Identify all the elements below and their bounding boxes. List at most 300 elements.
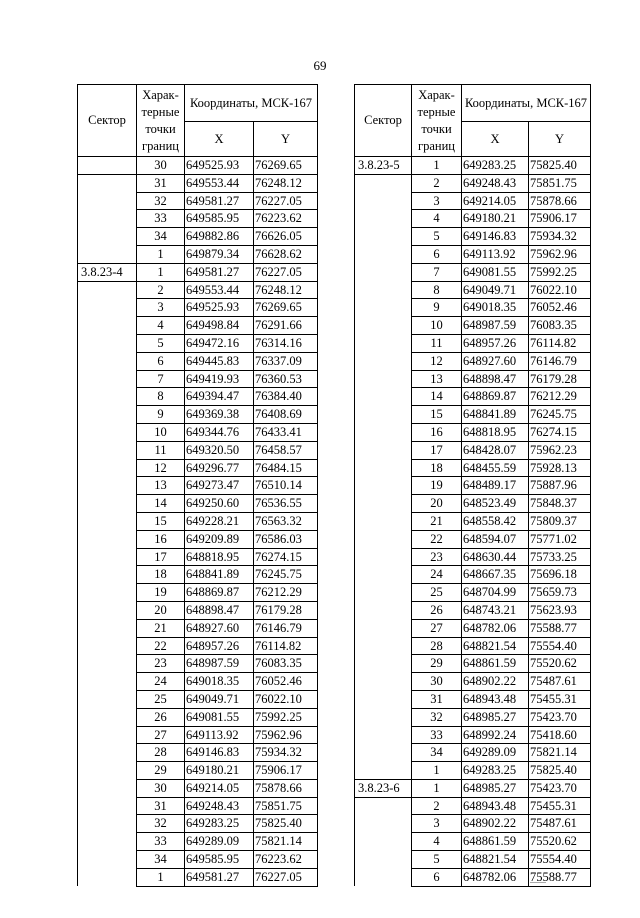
x-coordinate-cell: 649250.60: [185, 495, 254, 513]
table-row: [78, 477, 318, 495]
table-row: [355, 334, 591, 352]
y-coordinate-cell: 76458.57: [254, 441, 318, 459]
header-y: Y: [529, 122, 591, 157]
x-coordinate-cell: 648869.87: [462, 388, 529, 406]
y-coordinate-cell: 75623.93: [529, 601, 591, 619]
x-coordinate-cell: 649498.84: [185, 317, 254, 335]
table-row: [355, 744, 591, 762]
y-coordinate-cell: 75906.17: [529, 210, 591, 228]
sector-cell: [355, 512, 412, 530]
point-number-cell: 11: [412, 334, 462, 352]
table-row: [355, 299, 591, 317]
x-coordinate-cell: 648558.42: [462, 512, 529, 530]
sector-cell: [355, 726, 412, 744]
header-coordinates: Координаты, МСК-167: [462, 85, 591, 122]
x-coordinate-cell: 648455.59: [462, 459, 529, 477]
point-number-cell: 18: [412, 459, 462, 477]
table-row: [355, 584, 591, 602]
point-number-cell: 21: [412, 512, 462, 530]
point-number-cell: 15: [137, 512, 185, 530]
x-coordinate-cell: 649581.27: [185, 868, 254, 886]
x-coordinate-cell: 648943.48: [462, 797, 529, 815]
point-number-cell: 34: [412, 744, 462, 762]
sector-cell: [355, 406, 412, 424]
sector-cell: [78, 210, 137, 228]
sector-cell: [78, 815, 137, 833]
y-coordinate-cell: 75887.96: [529, 477, 591, 495]
point-number-cell: 8: [137, 388, 185, 406]
y-coordinate-cell: 75588.77: [529, 868, 591, 886]
y-coordinate-cell: 76563.32: [254, 512, 318, 530]
table-row: [78, 566, 318, 584]
point-number-cell: 7: [137, 370, 185, 388]
point-number-cell: 27: [137, 726, 185, 744]
table-row: [78, 281, 318, 299]
y-coordinate-cell: 76626.05: [254, 228, 318, 246]
x-coordinate-cell: 649394.47: [185, 388, 254, 406]
sector-cell: [355, 566, 412, 584]
table-row: [78, 779, 318, 797]
x-coordinate-cell: 648667.35: [462, 566, 529, 584]
x-coordinate-cell: 649146.83: [185, 744, 254, 762]
point-number-cell: 2: [137, 281, 185, 299]
table-row: [78, 192, 318, 210]
sector-cell: [355, 673, 412, 691]
point-number-cell: 24: [412, 566, 462, 584]
point-number-cell: 31: [137, 797, 185, 815]
x-coordinate-cell: 648861.59: [462, 833, 529, 851]
sector-cell: [78, 388, 137, 406]
y-coordinate-cell: 75878.66: [254, 779, 318, 797]
x-coordinate-cell: 649049.71: [462, 281, 529, 299]
page-number: 69: [313, 58, 327, 73]
y-coordinate-cell: 75934.32: [254, 744, 318, 762]
point-number-cell: 15: [412, 406, 462, 424]
x-coordinate-cell: 649113.92: [185, 726, 254, 744]
sector-cell: [355, 317, 412, 335]
sector-cell: [355, 174, 412, 192]
table-row: [78, 708, 318, 726]
y-coordinate-cell: 75962.96: [529, 245, 591, 263]
x-coordinate-cell: 649585.95: [185, 210, 254, 228]
scan-mark: [530, 882, 546, 883]
sector-cell: 3.8.23-5: [355, 157, 412, 175]
x-coordinate-cell: 648985.27: [462, 708, 529, 726]
y-coordinate-cell: 75992.25: [529, 263, 591, 281]
table-row: [355, 548, 591, 566]
table-row: [78, 655, 318, 673]
table-row: [355, 317, 591, 335]
sector-cell: 3.8.23-4: [78, 263, 137, 281]
x-coordinate-cell: 649049.71: [185, 690, 254, 708]
y-coordinate-cell: 76360.53: [254, 370, 318, 388]
y-coordinate-cell: 75554.40: [529, 851, 591, 869]
point-number-cell: 24: [137, 673, 185, 691]
table-row: [78, 370, 318, 388]
table-row: [78, 334, 318, 352]
y-coordinate-cell: 76052.46: [529, 299, 591, 317]
sector-cell: [355, 299, 412, 317]
table-row: [78, 352, 318, 370]
table-row: [78, 263, 318, 281]
table-row: [355, 851, 591, 869]
point-number-cell: 10: [137, 423, 185, 441]
header-points: Харак-терные точки границ: [412, 85, 462, 157]
sector-cell: [355, 619, 412, 637]
point-number-cell: 30: [412, 673, 462, 691]
point-number-cell: 19: [412, 477, 462, 495]
table-row: [355, 263, 591, 281]
table-row: [355, 868, 591, 886]
point-number-cell: 12: [412, 352, 462, 370]
x-coordinate-cell: 649320.50: [185, 441, 254, 459]
x-coordinate-cell: 649581.27: [185, 192, 254, 210]
y-coordinate-cell: 76433.41: [254, 423, 318, 441]
sector-cell: [355, 210, 412, 228]
y-coordinate-cell: 76245.75: [529, 406, 591, 424]
x-coordinate-cell: 649553.44: [185, 281, 254, 299]
x-coordinate-cell: 649585.95: [185, 851, 254, 869]
sector-cell: [78, 245, 137, 263]
x-coordinate-cell: 648782.06: [462, 619, 529, 637]
y-coordinate-cell: 75733.25: [529, 548, 591, 566]
x-coordinate-cell: 648523.49: [462, 495, 529, 513]
table-row: [355, 673, 591, 691]
y-coordinate-cell: 76052.46: [254, 673, 318, 691]
x-coordinate-cell: 649018.35: [462, 299, 529, 317]
y-coordinate-cell: 76274.15: [254, 548, 318, 566]
point-number-cell: 13: [412, 370, 462, 388]
sector-cell: [78, 370, 137, 388]
point-number-cell: 9: [137, 406, 185, 424]
y-coordinate-cell: 76586.03: [254, 530, 318, 548]
point-number-cell: 16: [412, 423, 462, 441]
sector-cell: [78, 157, 137, 175]
x-coordinate-cell: 649214.05: [462, 192, 529, 210]
table-row: [355, 726, 591, 744]
table-row: [355, 690, 591, 708]
point-number-cell: 5: [412, 851, 462, 869]
x-coordinate-cell: 648985.27: [462, 779, 529, 797]
x-coordinate-cell: 649419.93: [185, 370, 254, 388]
y-coordinate-cell: 75962.96: [254, 726, 318, 744]
y-coordinate-cell: 75659.73: [529, 584, 591, 602]
sector-cell: [355, 370, 412, 388]
y-coordinate-cell: 75696.18: [529, 566, 591, 584]
x-coordinate-cell: 648841.89: [462, 406, 529, 424]
y-coordinate-cell: 75423.70: [529, 708, 591, 726]
table-row: [78, 851, 318, 869]
sector-cell: [78, 174, 137, 192]
sector-cell: [355, 584, 412, 602]
sector-cell: [355, 334, 412, 352]
x-coordinate-cell: 649081.55: [462, 263, 529, 281]
sector-cell: [355, 352, 412, 370]
point-number-cell: 11: [137, 441, 185, 459]
y-coordinate-cell: 76212.29: [254, 584, 318, 602]
sector-cell: [355, 477, 412, 495]
sector-cell: [355, 601, 412, 619]
x-coordinate-cell: 649879.34: [185, 245, 254, 263]
table-row: [78, 833, 318, 851]
point-number-cell: 27: [412, 619, 462, 637]
table-row: [78, 530, 318, 548]
sector-cell: [78, 637, 137, 655]
sector-cell: [355, 868, 412, 886]
y-coordinate-cell: 75848.37: [529, 495, 591, 513]
x-coordinate-cell: 649882.86: [185, 228, 254, 246]
table-row: [78, 423, 318, 441]
x-coordinate-cell: 648861.59: [462, 655, 529, 673]
sector-cell: [78, 512, 137, 530]
y-coordinate-cell: 76245.75: [254, 566, 318, 584]
point-number-cell: 10: [412, 317, 462, 335]
point-number-cell: 3: [412, 192, 462, 210]
sector-cell: [78, 281, 137, 299]
point-number-cell: 30: [137, 157, 185, 175]
point-number-cell: 32: [137, 815, 185, 833]
x-coordinate-cell: 649228.21: [185, 512, 254, 530]
table-row: [355, 210, 591, 228]
x-coordinate-cell: 648992.24: [462, 726, 529, 744]
point-number-cell: 17: [412, 441, 462, 459]
point-number-cell: 1: [412, 157, 462, 175]
x-coordinate-cell: 648987.59: [185, 655, 254, 673]
table-row: [78, 228, 318, 246]
x-coordinate-cell: 648898.47: [185, 601, 254, 619]
table-row: [355, 370, 591, 388]
sector-cell: [355, 815, 412, 833]
point-number-cell: 31: [137, 174, 185, 192]
sector-cell: [78, 726, 137, 744]
point-number-cell: 6: [412, 245, 462, 263]
table-row: [355, 815, 591, 833]
table-row: [355, 512, 591, 530]
sector-cell: [78, 797, 137, 815]
sector-cell: [355, 281, 412, 299]
y-coordinate-cell: 75455.31: [529, 690, 591, 708]
sector-cell: [78, 673, 137, 691]
table-row: [355, 797, 591, 815]
x-coordinate-cell: 649289.09: [185, 833, 254, 851]
y-coordinate-cell: 76484.15: [254, 459, 318, 477]
table-row: [355, 174, 591, 192]
y-coordinate-cell: 75520.62: [529, 655, 591, 673]
table-row: [355, 708, 591, 726]
y-coordinate-cell: 76274.15: [529, 423, 591, 441]
point-number-cell: 5: [137, 334, 185, 352]
point-number-cell: 9: [412, 299, 462, 317]
table-row: [78, 548, 318, 566]
y-coordinate-cell: 76179.28: [254, 601, 318, 619]
x-coordinate-cell: 649273.47: [185, 477, 254, 495]
point-number-cell: 31: [412, 690, 462, 708]
y-coordinate-cell: 76536.55: [254, 495, 318, 513]
x-coordinate-cell: 648927.60: [185, 619, 254, 637]
y-coordinate-cell: 76269.65: [254, 299, 318, 317]
sector-cell: [78, 566, 137, 584]
x-coordinate-cell: 649180.21: [462, 210, 529, 228]
point-number-cell: 23: [412, 548, 462, 566]
point-number-cell: 14: [412, 388, 462, 406]
point-number-cell: 34: [137, 851, 185, 869]
y-coordinate-cell: 76227.05: [254, 192, 318, 210]
table-row: [355, 655, 591, 673]
point-number-cell: 22: [137, 637, 185, 655]
x-coordinate-cell: 649525.93: [185, 299, 254, 317]
sector-cell: [355, 423, 412, 441]
point-number-cell: 33: [137, 833, 185, 851]
y-coordinate-cell: 75418.60: [529, 726, 591, 744]
table-row: [355, 833, 591, 851]
table-row: [355, 619, 591, 637]
x-coordinate-cell: 648898.47: [462, 370, 529, 388]
y-coordinate-cell: 75825.40: [529, 157, 591, 175]
point-number-cell: 6: [137, 352, 185, 370]
table-row: [78, 619, 318, 637]
sector-cell: [355, 708, 412, 726]
y-coordinate-cell: 76227.05: [254, 263, 318, 281]
y-coordinate-cell: 76022.10: [254, 690, 318, 708]
coordinates-table-left: [77, 84, 318, 887]
y-coordinate-cell: 75851.75: [529, 174, 591, 192]
point-number-cell: 21: [137, 619, 185, 637]
sector-cell: [78, 459, 137, 477]
sector-cell: [355, 833, 412, 851]
x-coordinate-cell: 649289.09: [462, 744, 529, 762]
x-coordinate-cell: 648818.95: [185, 548, 254, 566]
x-coordinate-cell: 648821.54: [462, 637, 529, 655]
table-row: [355, 406, 591, 424]
x-coordinate-cell: 648821.54: [462, 851, 529, 869]
table-row: [78, 317, 318, 335]
sector-cell: [78, 530, 137, 548]
sector-cell: [78, 833, 137, 851]
x-coordinate-cell: 649283.25: [185, 815, 254, 833]
table-row: [78, 495, 318, 513]
table-row: [355, 601, 591, 619]
point-number-cell: 28: [412, 637, 462, 655]
x-coordinate-cell: 649581.27: [185, 263, 254, 281]
point-number-cell: 1: [137, 868, 185, 886]
point-number-cell: 17: [137, 548, 185, 566]
point-number-cell: 1: [137, 263, 185, 281]
sector-cell: [78, 655, 137, 673]
header-y: Y: [254, 122, 318, 157]
y-coordinate-cell: 75825.40: [529, 762, 591, 780]
x-coordinate-cell: 649248.43: [462, 174, 529, 192]
table-row: [355, 281, 591, 299]
point-number-cell: 8: [412, 281, 462, 299]
table-body: [78, 157, 318, 887]
y-coordinate-cell: 76408.69: [254, 406, 318, 424]
point-number-cell: 1: [412, 779, 462, 797]
table-row: [78, 388, 318, 406]
sector-cell: [78, 708, 137, 726]
y-coordinate-cell: 75771.02: [529, 530, 591, 548]
point-number-cell: 1: [137, 245, 185, 263]
header-points: Харак-терные точки границ: [137, 85, 185, 157]
point-number-cell: 26: [137, 708, 185, 726]
sector-cell: [78, 192, 137, 210]
y-coordinate-cell: 75825.40: [254, 815, 318, 833]
point-number-cell: 7: [412, 263, 462, 281]
header-sector: Сектор: [355, 85, 412, 157]
table-row: [78, 406, 318, 424]
table-row: [355, 245, 591, 263]
point-number-cell: 23: [137, 655, 185, 673]
y-coordinate-cell: 76384.40: [254, 388, 318, 406]
y-coordinate-cell: 75851.75: [254, 797, 318, 815]
y-coordinate-cell: 76291.66: [254, 317, 318, 335]
sector-cell: [78, 744, 137, 762]
point-number-cell: 12: [137, 459, 185, 477]
sector-cell: [355, 530, 412, 548]
sector-cell: [78, 334, 137, 352]
point-number-cell: 20: [412, 495, 462, 513]
y-coordinate-cell: 75520.62: [529, 833, 591, 851]
point-number-cell: 29: [412, 655, 462, 673]
table-row: [355, 779, 591, 797]
x-coordinate-cell: 649214.05: [185, 779, 254, 797]
y-coordinate-cell: 76022.10: [529, 281, 591, 299]
sector-cell: [78, 423, 137, 441]
point-number-cell: 25: [412, 584, 462, 602]
table-row: [78, 441, 318, 459]
sector-cell: [78, 406, 137, 424]
y-coordinate-cell: 75934.32: [529, 228, 591, 246]
point-number-cell: 19: [137, 584, 185, 602]
x-coordinate-cell: 648927.60: [462, 352, 529, 370]
sector-cell: [355, 655, 412, 673]
point-number-cell: 33: [137, 210, 185, 228]
x-coordinate-cell: 649525.93: [185, 157, 254, 175]
sector-cell: [78, 548, 137, 566]
point-number-cell: 30: [137, 779, 185, 797]
x-coordinate-cell: 648957.26: [462, 334, 529, 352]
y-coordinate-cell: 76146.79: [254, 619, 318, 637]
x-coordinate-cell: 649180.21: [185, 762, 254, 780]
y-coordinate-cell: 76248.12: [254, 281, 318, 299]
table-row: [355, 388, 591, 406]
y-coordinate-cell: 75878.66: [529, 192, 591, 210]
x-coordinate-cell: 649283.25: [462, 762, 529, 780]
sector-cell: [78, 352, 137, 370]
sector-cell: [355, 441, 412, 459]
sector-cell: [78, 851, 137, 869]
sector-cell: [78, 868, 137, 886]
table-row: [355, 530, 591, 548]
table-row: [78, 245, 318, 263]
y-coordinate-cell: 75588.77: [529, 619, 591, 637]
header-sector: Сектор: [78, 85, 137, 157]
x-coordinate-cell: 649283.25: [462, 157, 529, 175]
x-coordinate-cell: 649472.16: [185, 334, 254, 352]
point-number-cell: 32: [412, 708, 462, 726]
point-number-cell: 4: [412, 833, 462, 851]
x-coordinate-cell: 648869.87: [185, 584, 254, 602]
y-coordinate-cell: 75809.37: [529, 512, 591, 530]
table-row: [355, 352, 591, 370]
y-coordinate-cell: 76223.62: [254, 851, 318, 869]
x-coordinate-cell: 648902.22: [462, 815, 529, 833]
x-coordinate-cell: 648630.44: [462, 548, 529, 566]
sector-cell: [78, 228, 137, 246]
sector-cell: [78, 441, 137, 459]
y-coordinate-cell: 75992.25: [254, 708, 318, 726]
y-coordinate-cell: 76114.82: [254, 637, 318, 655]
table-row: [355, 495, 591, 513]
